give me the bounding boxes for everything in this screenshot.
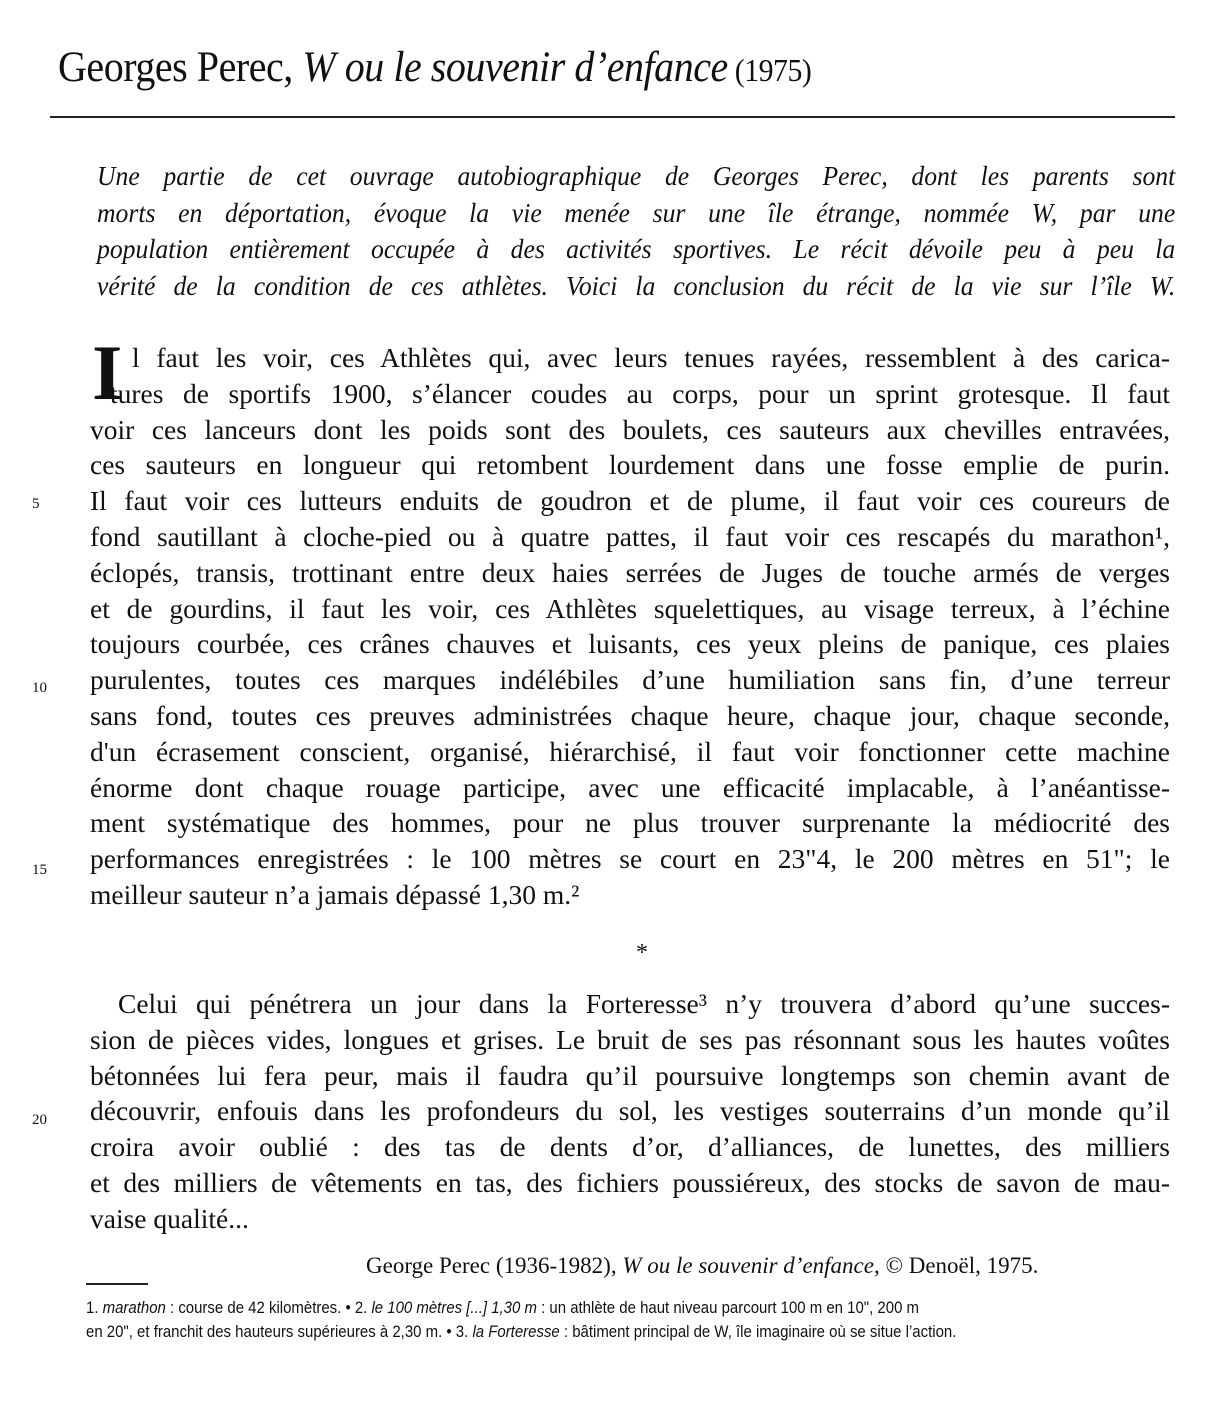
text-line: croira avoir oublié : des tas de dents d’or, d’alliances, de lunettes, des milliers [90, 1131, 1170, 1163]
text-line: sans fond, toutes ces preuves administrées chaque heure, chaque jour, chaque seconde, [90, 699, 1170, 731]
footnote-line [86, 1296, 1036, 1320]
text-line: l faut les voir, ces Athlètes qui, avec leurs tenues rayées, ressemblent à des carica- [132, 342, 1170, 373]
footnotes [86, 1296, 1166, 1344]
intro-line: vérité de la condition de ces athlètes. Voici la conclusion du récit de la vie sur l’île W. [97, 270, 1176, 301]
text-line: performances enregistrées : le 100 mètres se court en 23"4, le 200 mètres en 51"; le [90, 843, 1170, 875]
text-line: et des milliers de vêtements en tas, des fichiers poussiéreux, des stocks de savon de mau- [90, 1166, 1170, 1198]
section-separator: * [636, 940, 648, 966]
footnote-term: le 100 mètres [...] 1,30 m [371, 1298, 537, 1317]
footnote-rule [86, 1283, 148, 1285]
text-line: meilleur sauteur n’a jamais dépassé 1,30 m.² [90, 878, 580, 910]
text-line: Celui qui pénétrera un jour dans la Forteresse³ n’y trouvera d’abord qu’une succes- [118, 988, 1170, 1019]
footnote-text: : bâtiment principal de W, île imaginaire où se situe l’action. [559, 1322, 957, 1341]
attribution-title: W ou le souvenir d’enfance [622, 1253, 874, 1278]
text-line: d'un écrasement conscient, organisé, hiérarchisé, il faut voir fonctionner cette machine [90, 735, 1170, 767]
footnote-term: la Forteresse [472, 1322, 560, 1341]
text-line: Il faut voir ces lutteurs enduits de goudron et de plume, il faut voir ces coureurs de [90, 485, 1170, 517]
line-number: 10 [32, 680, 47, 696]
text-line: ces sauteurs en longueur qui retombent lourdement dans une fosse emplie de purin. [90, 449, 1170, 481]
text-line: ment systématique des hommes, pour ne plus trouver surprenante la médiocrité des [90, 807, 1170, 839]
footnote-term: marathon [102, 1298, 166, 1317]
intro-line: Une partie de cet ouvrage autobiographique de Georges Perec, dont les parents sont [97, 161, 1176, 191]
line-number: 15 [32, 862, 47, 878]
source-attribution [366, 1253, 1038, 1279]
attribution-publisher: , © Denoël, 1975. [873, 1253, 1039, 1278]
intro-line: population entièrement occupée à des activités sportives. Le récit dévoile peu à peu la [97, 234, 1176, 265]
line-number: 20 [32, 1112, 47, 1128]
footnote-text: : course de 42 kilomètres. • 2. [165, 1298, 372, 1317]
text-line: et de gourdins, il faut les voir, ces Athlètes squelettiques, au visage terreux, à l’échine [90, 592, 1170, 624]
footnote-text: : un athlète de haut niveau parcourt 100 m en 10", 200 m [536, 1298, 920, 1317]
title-book: W ou le souvenir d’enfance [302, 44, 728, 91]
attribution-author: George Perec (1936-1982), [366, 1253, 623, 1278]
line-number: 5 [32, 496, 40, 512]
intro-line: morts en déportation, évoque la vie menée sur une île étrange, nommée W, par une [97, 197, 1176, 228]
text-line: purulentes, toutes ces marques indélébiles d’une humiliation sans fin, d’une terreur [90, 664, 1170, 696]
text-line: éclopés, transis, trottinant entre deux haies serrées de Juges de touche armés de verges [90, 556, 1170, 588]
footnote-number: 1. [86, 1298, 103, 1317]
paragraph-2 [90, 986, 1170, 1237]
text-line: fond sautillant à cloche-pied ou à quatre pattes, il faut voir ces rescapés du marathon¹, [90, 520, 1170, 552]
text-line: bétonnées lui fera peur, mais il faudra qu’il poursuive longtemps son chemin avant de [90, 1059, 1170, 1091]
text-line: sion de pièces vides, longues et grises. Le bruit de ses pas résonnant sous les hautes voûtes [90, 1023, 1170, 1055]
title-rule [50, 116, 1175, 118]
footnote-line [86, 1320, 1036, 1344]
paragraph-1 [90, 329, 1170, 913]
text-line: tures de sportifs 1900, s’élancer coudes au corps, pour un sprint grotesque. Il faut [110, 377, 1170, 409]
footnote-text: en 20", et franchit des hauteurs supérieures à 2,30 m. • 3. [86, 1322, 473, 1341]
text-line: vaise qualité... [90, 1202, 249, 1234]
text-line: découvrir, enfouis dans les profondeurs du sol, les vestiges souterrains d’un monde qu’il [90, 1095, 1170, 1127]
drop-cap: I [92, 329, 123, 416]
intro-paragraph [97, 158, 1175, 304]
title-year: (1975) [727, 52, 812, 88]
text-line: énorme dont chaque rouage participe, avec une efficacité implacable, à l’anéantisse- [90, 771, 1170, 803]
page-title [58, 40, 811, 98]
text-line: voir ces lanceurs dont les poids sont des boulets, ces sauteurs aux chevilles entravées, [90, 413, 1170, 445]
title-author: Georges Perec, [58, 44, 303, 91]
text-line: toujours courbée, ces crânes chauves et luisants, ces yeux pleins de panique, ces plaies [90, 628, 1170, 660]
